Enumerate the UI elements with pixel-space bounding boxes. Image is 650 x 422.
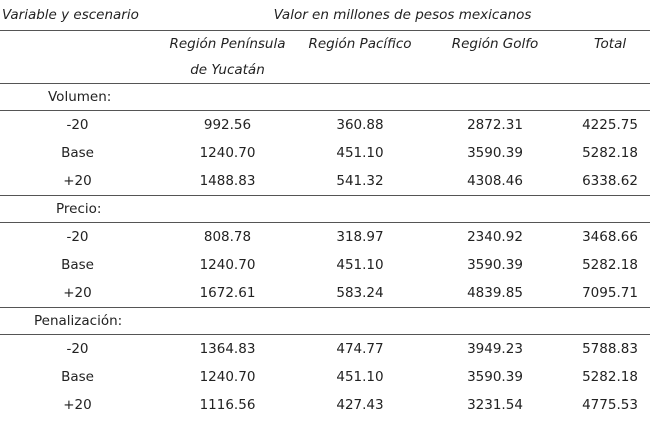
table-row [0, 391, 650, 419]
value-cell: 3590.39 [467, 145, 523, 161]
column-header-pacifico: Región Pacífico [308, 36, 412, 52]
value-cell: 451.10 [336, 257, 384, 273]
value-cell: 4775.53 [582, 397, 638, 413]
value-cell: 427.43 [336, 397, 384, 413]
header-row-1 [0, 0, 650, 31]
scenario-cell: Base [61, 369, 94, 385]
value-cell: 1488.83 [155, 167, 300, 196]
value-cell: 5282.18 [582, 257, 638, 273]
value-cell: 541.32 [300, 167, 420, 196]
value-cell: 3468.66 [582, 229, 638, 245]
header-row-3 [0, 57, 650, 84]
value-cell: 474.77 [336, 341, 384, 357]
table-row [0, 363, 650, 391]
table-row [0, 111, 650, 140]
section-row-volumen [0, 84, 650, 111]
section-label: Precio: [0, 196, 155, 223]
value-cell: 3949.23 [467, 341, 523, 357]
scenario-cell: Base [61, 145, 94, 161]
column-header-peninsula: Región Península [169, 36, 286, 52]
scenario-cell: -20 [66, 229, 89, 245]
value-cell: 360.88 [336, 117, 384, 133]
value-cell: 3590.39 [467, 257, 523, 273]
variable-scenario-header: Variable y escenario [0, 0, 155, 31]
value-cell: 4308.46 [420, 167, 570, 196]
scenario-cell: Base [61, 257, 94, 273]
scenario-cell: -20 [66, 117, 89, 133]
value-cell: 5788.83 [582, 341, 638, 357]
header-row-2 [0, 31, 650, 58]
table-row [0, 223, 650, 252]
scenario-cell: +20 [0, 279, 155, 308]
value-cell: 318.97 [336, 229, 384, 245]
section-label: Penalización: [0, 308, 155, 335]
value-cell: 992.56 [203, 117, 252, 133]
value-cell: 1364.83 [199, 341, 256, 357]
value-cell: 5282.18 [582, 369, 638, 385]
section-row-precio [0, 196, 650, 223]
table-row [0, 335, 650, 364]
value-cell: 1116.56 [199, 397, 256, 413]
value-cell: 451.10 [336, 369, 384, 385]
table-row [0, 139, 650, 167]
value-cell: 1240.70 [199, 145, 256, 161]
value-cell: 4839.85 [420, 279, 570, 308]
section-row-penalizacion [0, 308, 650, 335]
table-row [0, 279, 650, 308]
value-cell: 2872.31 [467, 117, 523, 133]
value-cell: 1240.70 [199, 257, 256, 273]
scenario-cell: +20 [63, 397, 92, 413]
value-cell: 1672.61 [155, 279, 300, 308]
value-cell: 2340.92 [467, 229, 523, 245]
value-cell: 583.24 [300, 279, 420, 308]
value-cell: 5282.18 [582, 145, 638, 161]
value-cell: 1240.70 [199, 369, 256, 385]
section-label: Volumen: [0, 84, 155, 111]
column-header-peninsula-line2: de Yucatán [155, 57, 300, 84]
value-cell: 451.10 [336, 145, 384, 161]
value-cell: 3231.54 [467, 397, 523, 413]
value-cell: 808.78 [203, 229, 252, 245]
value-cell: 7095.71 [570, 279, 650, 308]
value-cell: 4225.75 [582, 117, 638, 133]
scenario-cell: -20 [66, 341, 89, 357]
table-row [0, 167, 650, 196]
scenario-cell: +20 [0, 167, 155, 196]
table-row [0, 251, 650, 279]
value-cell: 3590.39 [467, 369, 523, 385]
value-cell: 6338.62 [570, 167, 650, 196]
column-header-total: Total [593, 36, 627, 52]
column-header-golfo: Región Golfo [451, 36, 539, 52]
value-group-header: Valor en millones de pesos mexicanos [155, 0, 650, 31]
